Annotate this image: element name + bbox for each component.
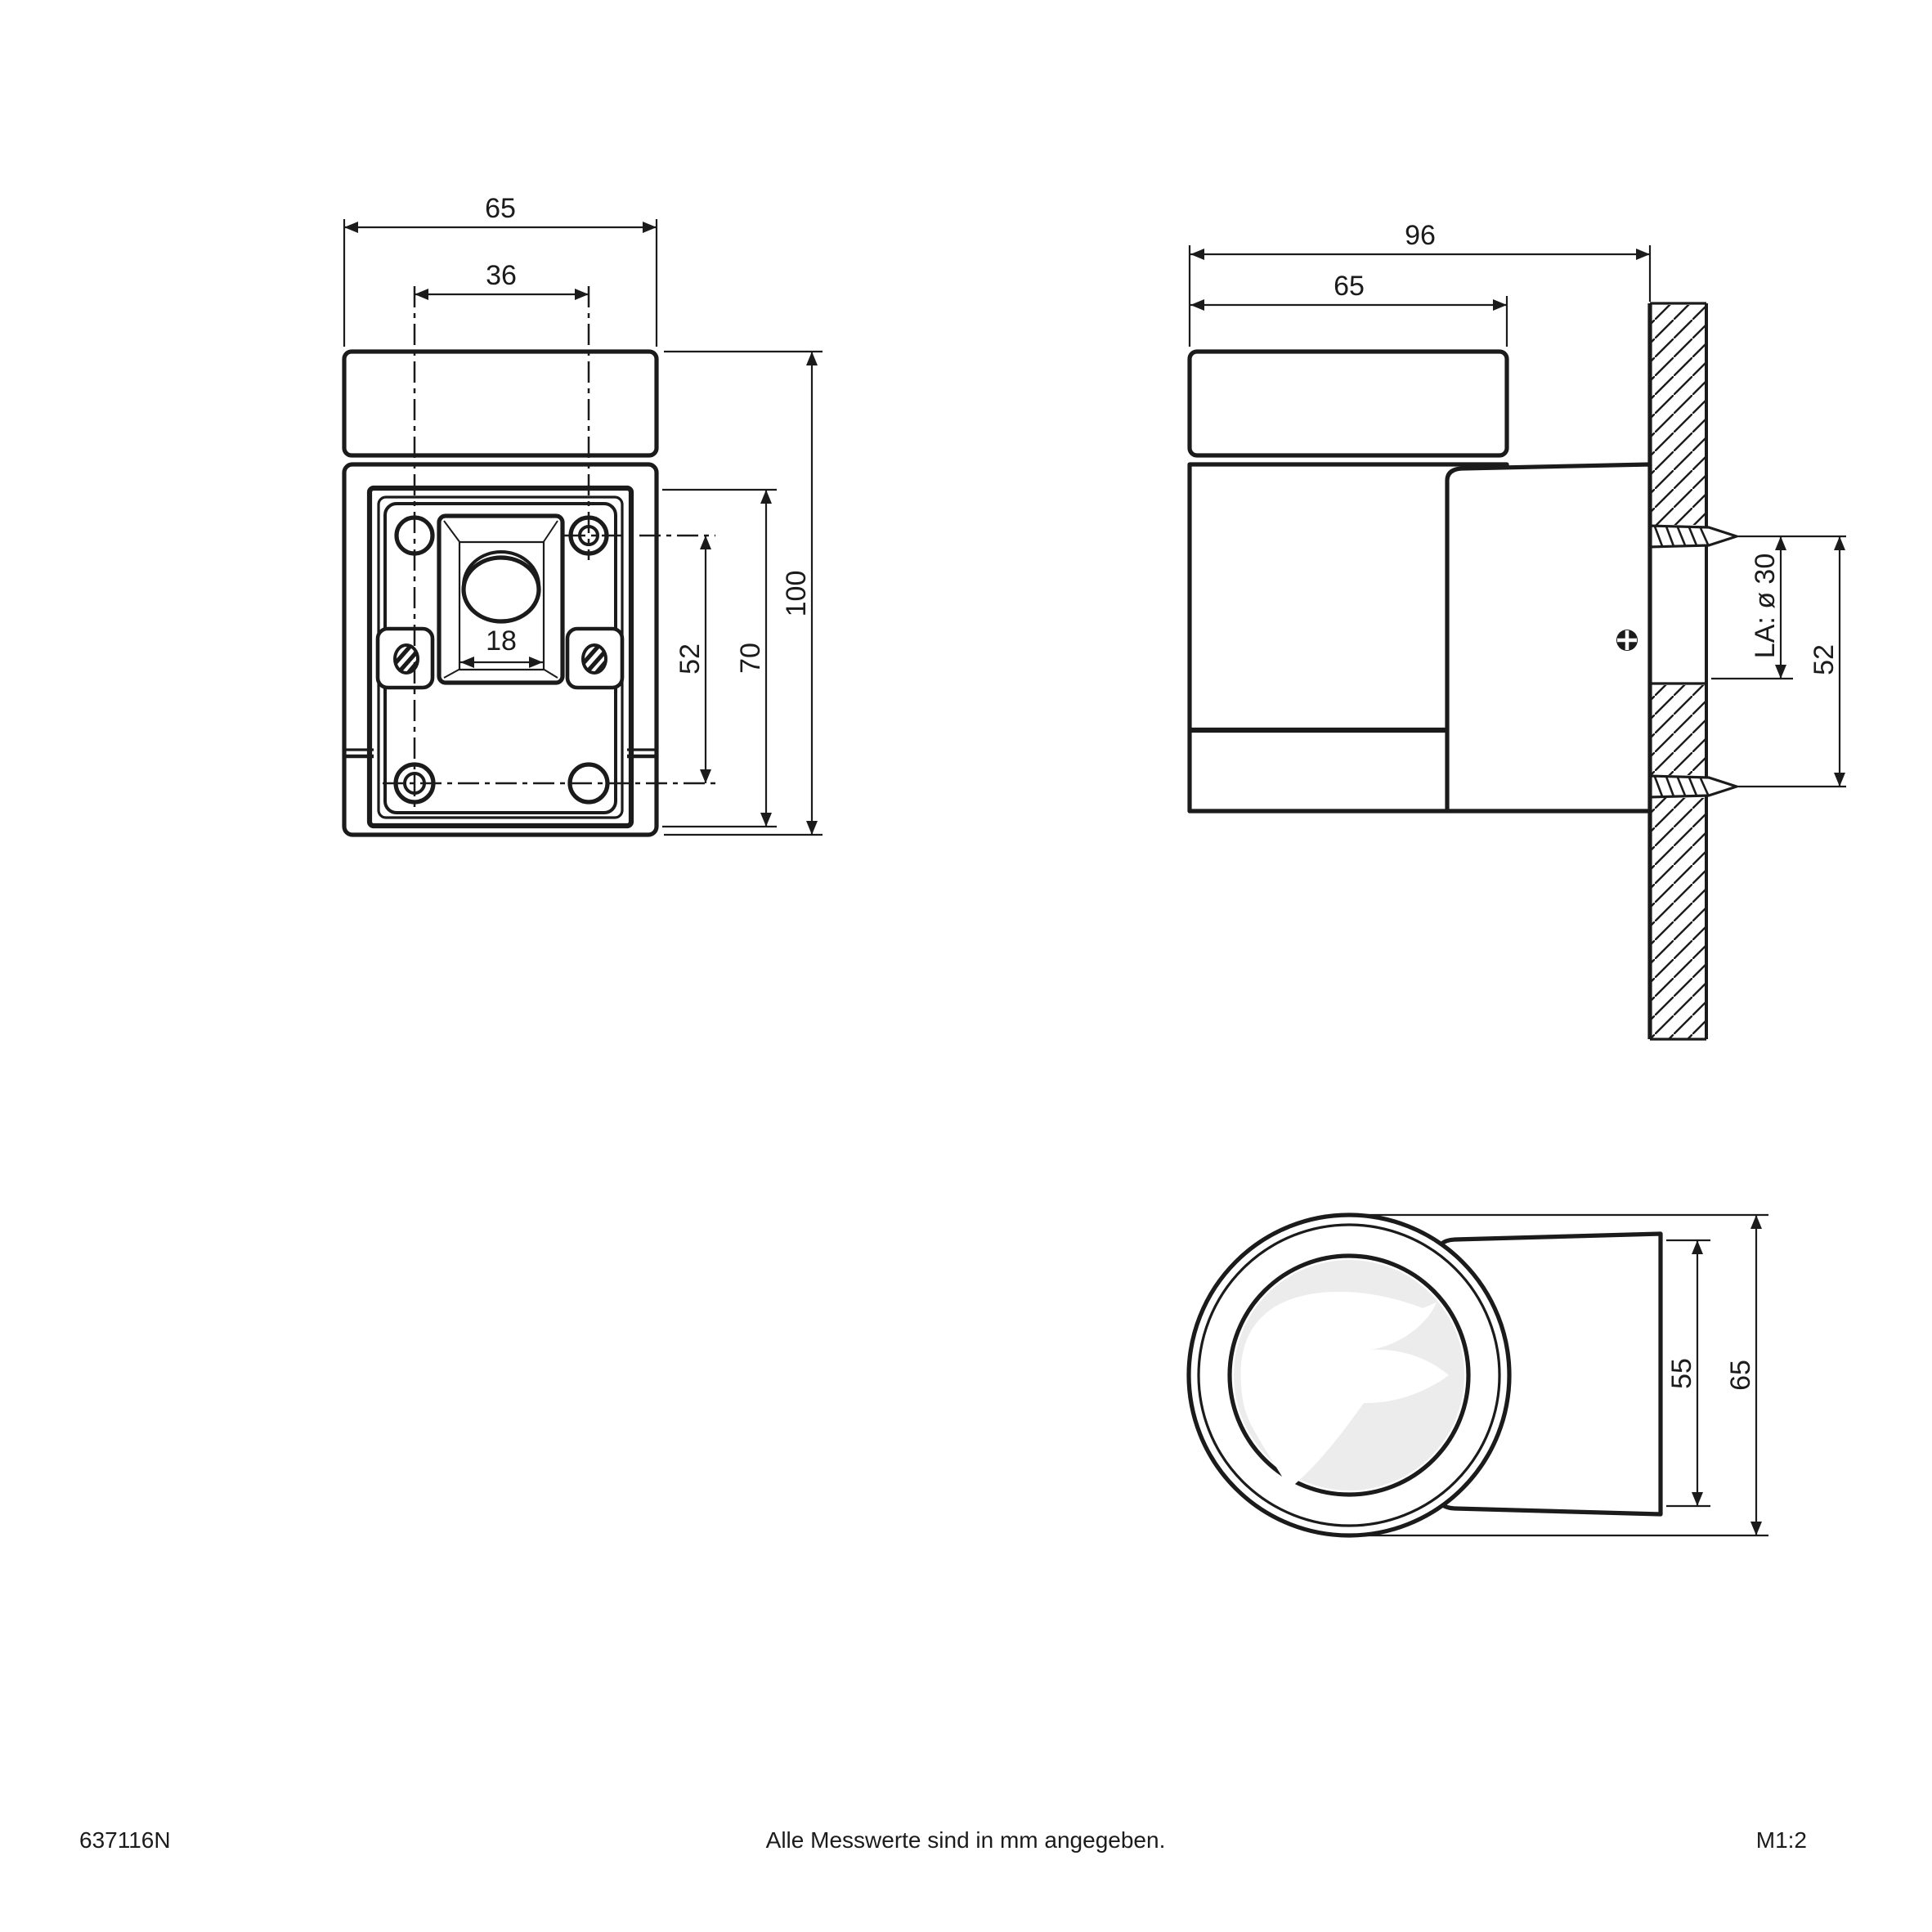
dim-label: 65: [1725, 1360, 1756, 1391]
dim-front-hole-spacing-x: [415, 260, 589, 300]
wall-hatch-upper: [1652, 305, 1705, 525]
dim-bottom-rear-diameter: [1666, 1240, 1710, 1506]
front-clip-left: [378, 629, 433, 688]
dim-front-overall-height: [664, 352, 823, 835]
front-top-cap: [344, 352, 657, 455]
side-view: [1190, 220, 1846, 1039]
dim-label: 52: [675, 643, 706, 675]
dim-label: 70: [735, 643, 766, 674]
dim-label: 18: [486, 625, 517, 657]
dim-label: 100: [781, 570, 812, 617]
wall-hatch-middle: [1652, 685, 1705, 775]
dim-label: 65: [1334, 271, 1365, 302]
footer: [79, 1827, 1807, 1853]
dim-label: 36: [486, 260, 517, 291]
dim-side-body-depth: [1190, 271, 1507, 347]
front-clip-right: [567, 629, 622, 688]
dim-label: 52: [1809, 644, 1840, 675]
dim-label: 65: [485, 193, 516, 224]
side-top-cap: [1190, 352, 1507, 455]
screw-head-icon: [1616, 630, 1638, 651]
bottom-view: [1189, 1215, 1768, 1535]
article-number: 637116N: [79, 1827, 171, 1853]
wall: [1650, 303, 1706, 1039]
dim-label: 96: [1405, 220, 1436, 251]
measurement-note: Alle Messwerte sind in mm angegeben.: [765, 1827, 1166, 1853]
wall-hatch-lower: [1652, 798, 1705, 1039]
dim-label: 55: [1666, 1358, 1697, 1389]
mounting-screw-icon: [1648, 526, 1737, 547]
dim-front-hole-spacing-y: [675, 536, 711, 783]
front-view: [344, 193, 823, 835]
drawing-scale: M1:2: [1755, 1827, 1807, 1853]
mounting-screw-icon: [1648, 776, 1737, 797]
dim-label: LA: ø 30: [1750, 553, 1781, 659]
dim-side-overall-depth: [1190, 220, 1650, 347]
